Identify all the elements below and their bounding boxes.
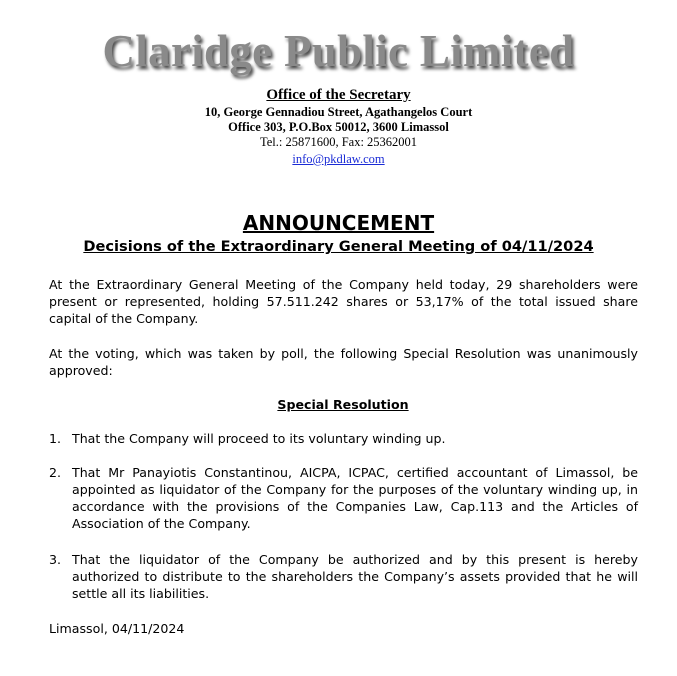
- address-line-2: Office 303, P.O.Box 50012, 3600 Limassol: [228, 120, 449, 134]
- resolution-number: 3.: [49, 552, 62, 567]
- special-resolution-heading: Special Resolution: [277, 397, 409, 412]
- resolution-text: That the Company will proceed to its voluntary winding up.: [72, 431, 446, 446]
- company-name-logo: Claridge Public Limited: [102, 26, 575, 76]
- paragraph-attendance: At the Extraordinary General Meeting of the Company held today, 29 shareholders were present or represented, holding 57.511.242 shares or 53,17% of the total issued share capital of the Company.: [49, 277, 638, 326]
- paragraph-voting: At the voting, which was taken by poll, the following Special Resolution was unanimously approved:: [49, 346, 638, 378]
- office-title: Office of the Secretary: [266, 87, 411, 103]
- place-date: Limassol, 04/11/2024: [49, 621, 185, 636]
- announcement-heading: ANNOUNCEMENT: [242, 211, 435, 235]
- resolution-text: That the liquidator of the Company be authorized and by this present is hereby authorized to distribute to the shareholders the Company’s assets provided that he will settle all its liabilities.: [72, 552, 638, 601]
- resolution-number: 2.: [49, 465, 62, 480]
- resolution-number: 1.: [49, 431, 62, 446]
- letterhead-office-block: [0, 85, 677, 168]
- announcement-subtitle: Decisions of the Extraordinary General Meeting of 04/11/2024: [83, 238, 594, 255]
- resolution-text: That Mr Panayiotis Constantinou, AICPA, ICPAC, certified accountant of Limassol, be appointed as liquidator of the Company for the purposes of the voluntary winding up, in accordance with the provisions of the Companies Law, Cap.113 and the Articles of Association of the Company.: [72, 465, 638, 531]
- address-line-1: 10, George Gennadiou Street, Agathangelos Court: [204, 105, 473, 119]
- phone-fax: Tel.: 25871600, Fax: 25362001: [259, 135, 418, 149]
- email-link[interactable]: info@pkdlaw.com: [292, 152, 385, 166]
